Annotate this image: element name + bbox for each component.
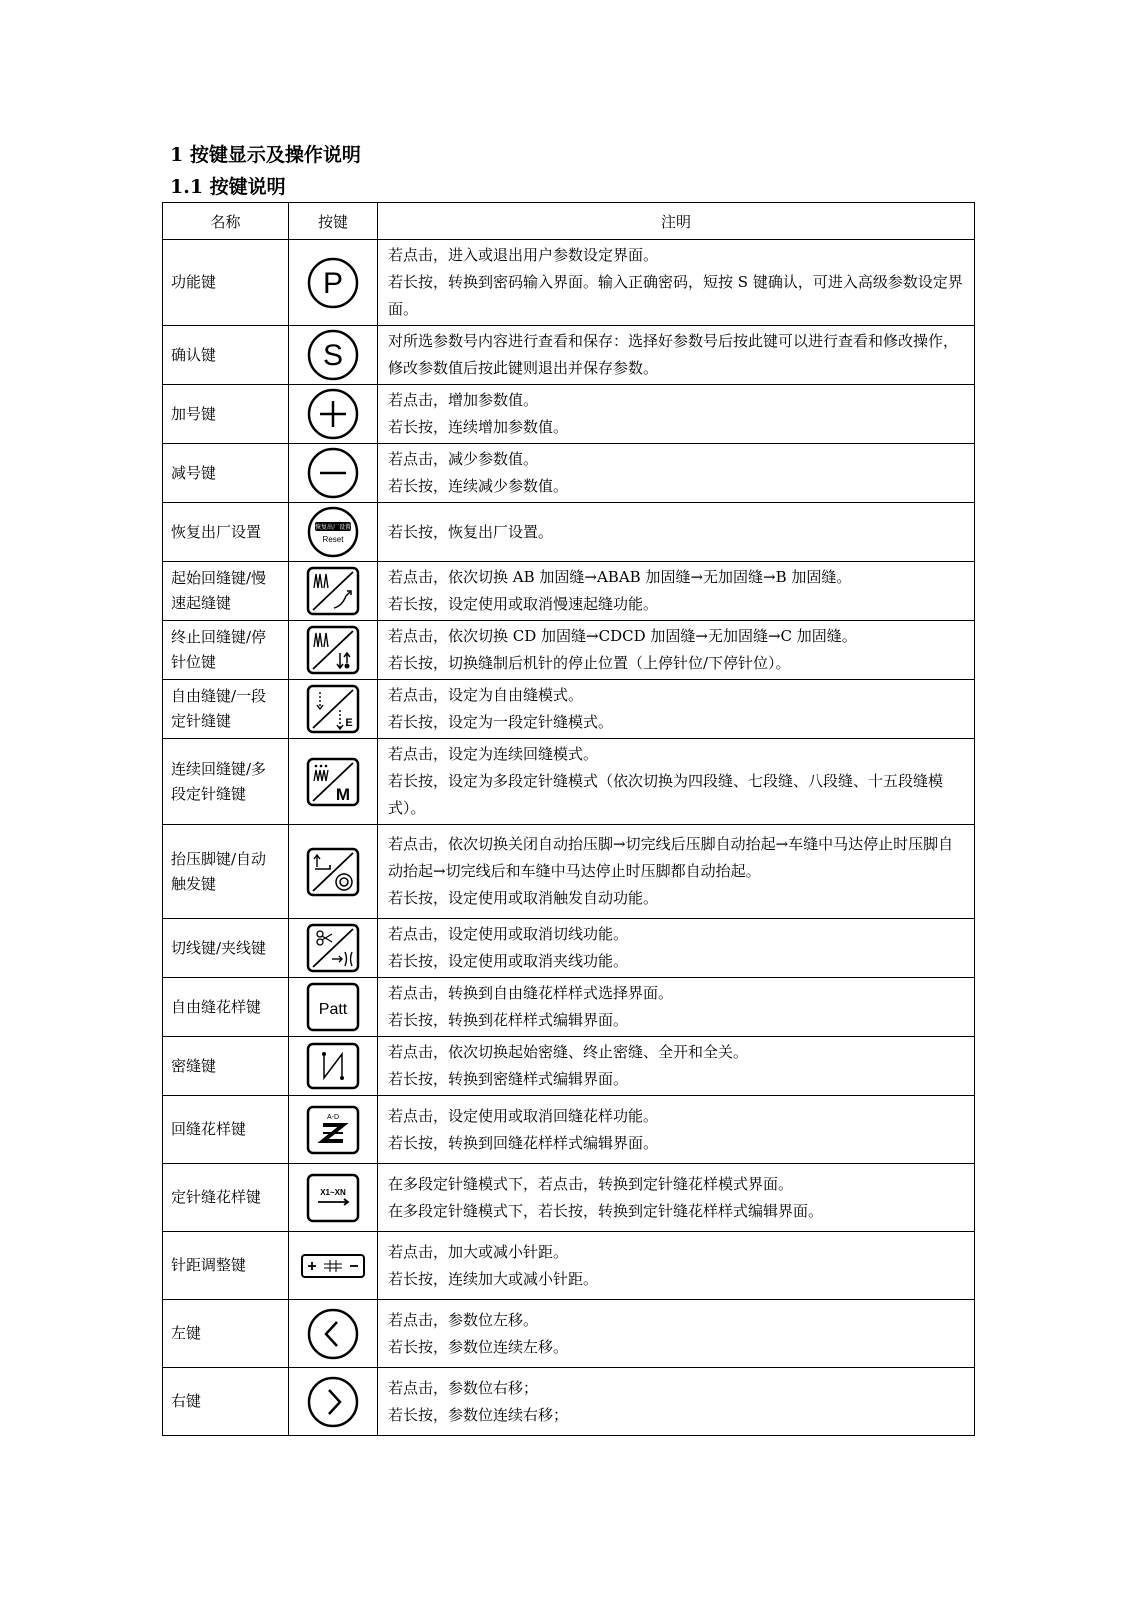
note-line: 若长按，转换到密码输入界面。输入正确密码，短按 S 键确认，可进入高级参数设定界面。 — [388, 273, 963, 318]
plus-key-icon — [306, 387, 360, 441]
key-cell — [289, 1164, 378, 1232]
key-description-table — [162, 202, 975, 1436]
key-cell — [289, 562, 378, 621]
key-name: 加号键 — [163, 385, 289, 444]
note-line: 若长按，连续增加参数值。 — [388, 418, 569, 436]
header-name: 名称 — [163, 203, 289, 240]
key-name: 起始回缝键/慢速起缝键 — [163, 562, 289, 621]
free-sewing-icon — [306, 684, 360, 734]
key-note — [378, 1232, 975, 1300]
key-name: 功能键 — [163, 240, 289, 326]
table-row — [163, 1368, 975, 1436]
table-row — [163, 1164, 975, 1232]
section-heading: 1 按键显示及操作说明 — [170, 144, 361, 166]
table-row — [163, 326, 975, 385]
key-note — [378, 1300, 975, 1368]
key-note — [378, 326, 975, 385]
key-cell — [289, 503, 378, 562]
table-row — [163, 680, 975, 739]
left-key-icon — [306, 1307, 360, 1361]
note-line: 若长按，连续减少参数值。 — [388, 477, 569, 495]
key-cell — [289, 739, 378, 825]
note-line: 若点击，设定为连续回缝模式。 — [388, 745, 599, 763]
key-note — [378, 825, 975, 919]
key-note — [378, 739, 975, 825]
thread-trim-icon — [306, 923, 360, 973]
key-note — [378, 444, 975, 503]
key-note — [378, 1368, 975, 1436]
table-row — [163, 503, 975, 562]
continuous-icon-letter: M — [335, 784, 351, 804]
note-line: 若点击，参数位左移。 — [388, 1310, 539, 1329]
svg-text:S: S — [322, 339, 344, 372]
key-name: 定针缝花样键 — [163, 1164, 289, 1232]
note-line: 若长按，转换到回缝花样样式编辑界面。 — [388, 1133, 659, 1152]
presser-foot-icon — [306, 847, 360, 897]
note-line: 若点击，设定为自由缝模式。 — [388, 686, 584, 704]
key-cell — [289, 1300, 378, 1368]
key-name: 自由缝花样键 — [163, 978, 289, 1037]
key-note — [378, 1096, 975, 1164]
key-name: 右键 — [163, 1368, 289, 1436]
key-cell — [289, 240, 378, 326]
key-name: 密缝键 — [163, 1037, 289, 1096]
note-line: 若长按，设定使用或取消慢速起缝功能。 — [388, 595, 659, 613]
note-line: 若点击，设定使用或取消回缝花样功能。 — [388, 1106, 659, 1125]
table-row — [163, 385, 975, 444]
key-name: 切线键/夹线键 — [163, 919, 289, 978]
key-name: 左键 — [163, 1300, 289, 1368]
note-line: 若长按，恢复出厂设置。 — [388, 522, 554, 541]
pattern-key-icon — [306, 982, 360, 1032]
key-cell — [289, 326, 378, 385]
key-cell — [289, 825, 378, 919]
key-note — [378, 680, 975, 739]
key-cell — [289, 444, 378, 503]
key-cell — [289, 978, 378, 1037]
table-row — [163, 739, 975, 825]
note-line: 对所选参数号内容进行查看和保存：选择好参数号后按此键可以进行查看和修改操作，修改参数值后按此键则退出并保存参数。 — [388, 332, 959, 377]
backtack-pattern-icon — [306, 1105, 360, 1155]
note-line: 若点击，依次切换 AB 加固缝→ABAB 加固缝→无加固缝→B 加固缝。 — [388, 568, 852, 586]
reset-icon-label-bottom: Reset — [322, 535, 344, 544]
start-backtack-icon — [306, 566, 360, 616]
key-note — [378, 621, 975, 680]
note-line: 若点击，减少参数值。 — [388, 450, 539, 468]
key-cell — [289, 621, 378, 680]
key-name: 恢复出厂设置 — [163, 503, 289, 562]
table-row — [163, 1096, 975, 1164]
note-line: 在多段定针缝模式下，若点击，转换到定针缝花样模式界面。 — [388, 1174, 794, 1193]
table-row — [163, 621, 975, 680]
stitch-length-icon — [300, 1253, 366, 1279]
pattern-icon-label: Patt — [318, 1001, 348, 1018]
key-note — [378, 978, 975, 1037]
s-key-icon — [306, 328, 360, 382]
p-key-icon — [306, 256, 360, 310]
key-name: 针距调整键 — [163, 1232, 289, 1300]
note-line: 若点击，依次切换 CD 加固缝→CDCD 加固缝→无加固缝→C 加固缝。 — [388, 627, 857, 645]
key-name: 抬压脚键/自动触发键 — [163, 825, 289, 919]
note-line: 若长按，切换缝制后机针的停止位置（上停针位/下停针位）。 — [388, 654, 791, 672]
key-name: 确认键 — [163, 326, 289, 385]
table-row — [163, 1300, 975, 1368]
note-line: 若点击，依次切换关闭自动抬压脚→切完线后压脚自动抬起→车缝中马达停止时压脚自动抬起→切完线后和车缝中马达停止时压脚都自动抬起。 — [388, 835, 954, 880]
note-line: 在多段定针缝模式下，若长按，转换到定针缝花样样式编辑界面。 — [388, 1201, 824, 1220]
continuous-backtack-icon — [306, 757, 360, 807]
backtack-pattern-icon-label: A-D — [326, 1113, 340, 1121]
note-line: 若点击，转换到自由缝花样样式选择界面。 — [388, 984, 674, 1002]
table-row — [163, 1232, 975, 1300]
note-line: 若长按，参数位连续右移； — [388, 1405, 569, 1424]
header-key: 按键 — [289, 203, 378, 240]
note-line: 若长按，设定为一段定针缝模式。 — [388, 713, 614, 731]
key-cell — [289, 919, 378, 978]
key-cell — [289, 1368, 378, 1436]
note-line: 若点击，增加参数值。 — [388, 391, 539, 409]
note-line: 若长按，连续加大或减小针距。 — [388, 1269, 599, 1288]
note-line: 若长按，设定使用或取消夹线功能。 — [388, 952, 629, 970]
key-cell — [289, 1232, 378, 1300]
table-row — [163, 562, 975, 621]
key-note — [378, 1164, 975, 1232]
key-name: 终止回缝键/停针位键 — [163, 621, 289, 680]
key-note — [378, 562, 975, 621]
key-name: 自由缝键/一段定针缝键 — [163, 680, 289, 739]
key-cell — [289, 1096, 378, 1164]
key-name: 连续回缝键/多段定针缝键 — [163, 739, 289, 825]
key-name: 减号键 — [163, 444, 289, 503]
table-row — [163, 444, 975, 503]
subsection-heading: 1.1 按键说明 — [170, 176, 286, 198]
note-line: 若点击，进入或退出用户参数设定界面。 — [388, 246, 659, 264]
key-note — [378, 385, 975, 444]
key-cell — [289, 680, 378, 739]
svg-text:P: P — [322, 266, 344, 300]
table-row — [163, 919, 975, 978]
note-line: 若长按，转换到花样样式编辑界面。 — [388, 1011, 629, 1029]
note-line: 若长按，参数位连续左移。 — [388, 1337, 569, 1356]
fixed-stitch-icon-label: X1~XN — [320, 1187, 346, 1197]
minus-key-icon — [306, 446, 360, 500]
table-header-row — [163, 203, 975, 240]
note-line: 若长按，设定为多段定针缝模式（依次切换为四段缝、七段缝、八段缝、十五段缝模式）。 — [388, 772, 944, 817]
note-line: 若长按，转换到密缝样式编辑界面。 — [388, 1070, 629, 1088]
note-line: 若点击，依次切换起始密缝、终止密缝、全开和全关。 — [388, 1043, 749, 1061]
note-line: 若长按，设定使用或取消触发自动功能。 — [388, 889, 659, 907]
right-key-icon — [306, 1375, 360, 1429]
end-backtack-icon — [306, 625, 360, 675]
key-note — [378, 503, 975, 562]
fixed-stitch-pattern-icon — [306, 1173, 360, 1223]
note-line: 若点击，设定使用或取消切线功能。 — [388, 925, 629, 943]
condensed-stitch-icon — [306, 1042, 360, 1090]
header-note: 注明 — [378, 203, 975, 240]
note-line: 若点击，加大或减小针距。 — [388, 1242, 569, 1261]
key-note — [378, 240, 975, 326]
key-note — [378, 919, 975, 978]
key-cell — [289, 385, 378, 444]
reset-icon-label-top: 恢复出厂设置 — [314, 524, 352, 531]
table-row — [163, 978, 975, 1037]
free-sewing-icon-letter: E — [345, 717, 353, 729]
key-cell — [289, 1037, 378, 1096]
table-row — [163, 825, 975, 919]
table-row — [163, 1037, 975, 1096]
key-note — [378, 1037, 975, 1096]
key-name: 回缝花样键 — [163, 1096, 289, 1164]
table-row — [163, 240, 975, 326]
reset-key-icon — [306, 505, 360, 559]
note-line: 若点击，参数位右移； — [388, 1378, 539, 1397]
